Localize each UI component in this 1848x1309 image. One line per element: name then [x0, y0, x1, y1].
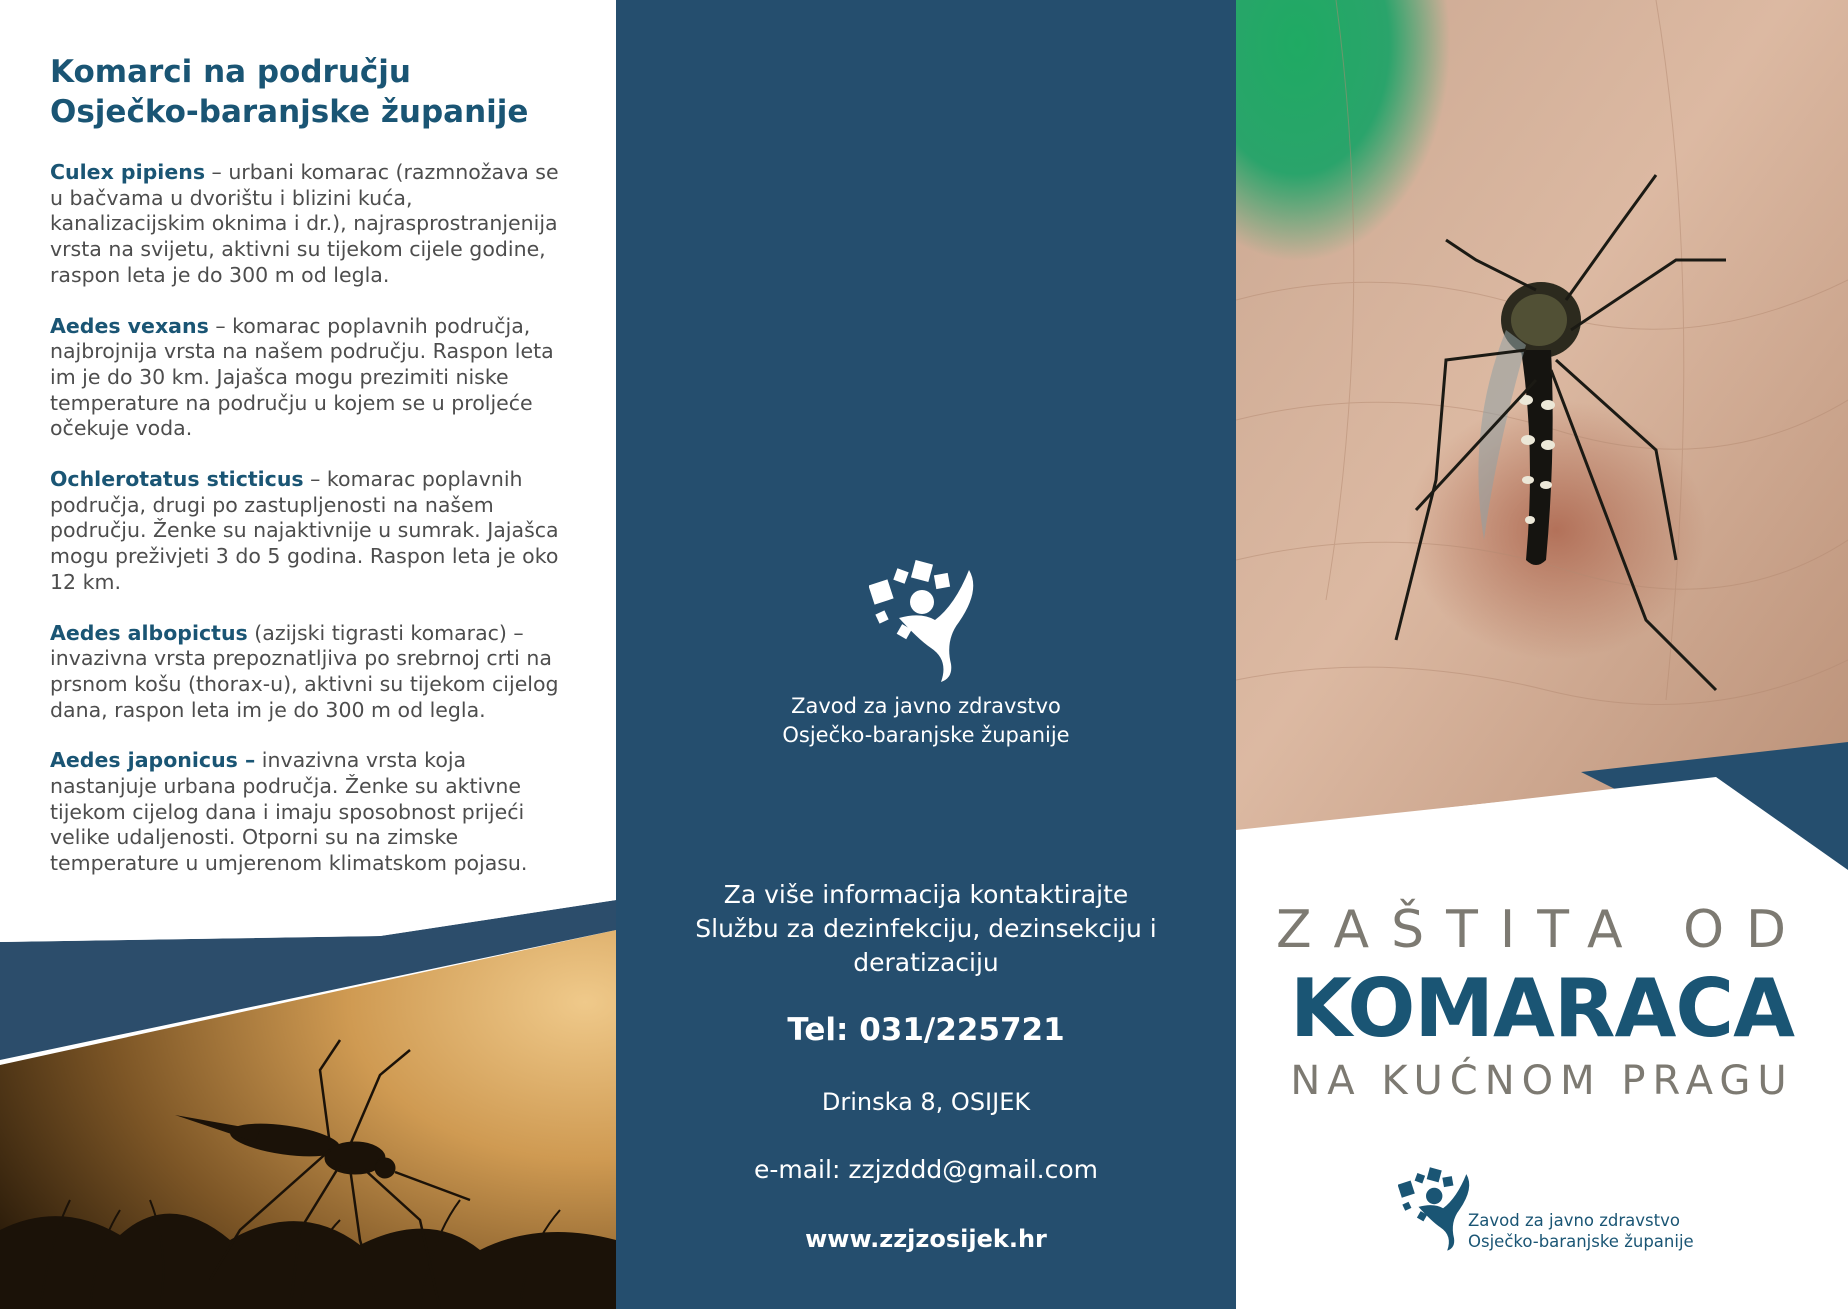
institute-name-line2: Osječko-baranjske županije	[782, 723, 1070, 747]
contact-intro-line3: deratizaciju	[853, 948, 999, 977]
institute-logo-icon	[869, 560, 989, 685]
institute-name-line1: Zavod za javno zdravstvo	[791, 694, 1061, 718]
species-description: – komarac poplavnih područja, drugi po zastupljenosti na našem području. Ženke su najaktivnije u sumrak. Jajašca mogu preživjeti 3 do 5 godina. Raspon leta je oko 12 km.	[50, 467, 559, 594]
institute-name-small	[1468, 1210, 1694, 1252]
species-item	[50, 621, 570, 724]
species-name: Ochlerotatus sticticus	[50, 467, 304, 492]
website-link[interactable]: www.zzjzosijek.hr	[805, 1225, 1047, 1253]
species-name: Culex pipiens	[50, 160, 206, 184]
title-protection: ZAŠTITA OD	[1275, 900, 1809, 960]
species-name: Aedes vexans	[50, 313, 209, 338]
species-description: – komarac poplavnih područja, najbrojnija vrsta na našem području. Raspon leta im je do 30 km. Jajašca mogu prezimiti niske temperature na području u kojem se u proljeće očekuje voda.	[50, 313, 554, 441]
institute-name-small-line1: Zavod za javno zdravstvo	[1468, 1211, 1680, 1230]
species-description: invazivna vrsta koja nastanjuje urbana područja. Ženke su aktivne tijekom cijelog dana i imaju sposobnost prijeći velike udaljenosti. Otporni su na zimske temperature u umjerenom klimatskom pojasu.	[50, 748, 528, 876]
contact-intro-line2: Službu za dezinfekciju, dezinsekciju i	[695, 914, 1157, 943]
species-title-line2: Osječko-baranjske županije	[50, 94, 529, 130]
species-description: – urbani komarac (razmnožava se u bačvama u dvorištu i blizini kuća, kanalizacijskim oknima i dr.), najrasprostranjenija vrsta na svijetu, aktivni su tijekom cijele godine, raspon leta je do 300 m od legla.	[50, 160, 559, 287]
email-address: e-mail: zzjzddd@gmail.com	[753, 1155, 1099, 1184]
address: Drinska 8, OSIJEK	[821, 1088, 1031, 1116]
right-panel	[1236, 0, 1848, 1309]
title-doorstep: NA KUĆNOM PRAGU	[1290, 1058, 1794, 1104]
left-panel	[0, 0, 616, 1309]
contact-intro-line1: Za više informacija kontaktirajte	[723, 880, 1129, 909]
species-item	[50, 748, 570, 877]
species-item	[50, 160, 570, 289]
species-name: Aedes albopictus	[50, 620, 248, 645]
institute-name-small-line2: Osječko-baranjske županije	[1468, 1232, 1694, 1251]
title-mosquitoes: KOMARACA	[1289, 962, 1795, 1055]
contact-intro	[616, 878, 1236, 980]
species-item	[50, 467, 570, 596]
species-section-title	[50, 52, 590, 132]
institute-name	[616, 692, 1236, 750]
mosquito-on-skin-photo	[1236, 0, 1848, 870]
species-description: (azijski tigrasti komarac) – invazivna vrsta prepoznatljiva po srebrnoj crti na prsnom košu (thorax-u), aktivni su tijekom cijelog dana, raspon leta im je do 300 m od legla.	[50, 620, 559, 722]
species-item	[50, 314, 570, 443]
species-list	[50, 160, 570, 902]
species-name: Aedes japonicus –	[50, 748, 256, 773]
telephone: Tel: 031/225721	[787, 1012, 1065, 1048]
species-title-line1: Komarci na području	[50, 54, 411, 90]
mosquito-silhouette-photo	[0, 900, 616, 1309]
middle-panel	[616, 0, 1236, 1309]
